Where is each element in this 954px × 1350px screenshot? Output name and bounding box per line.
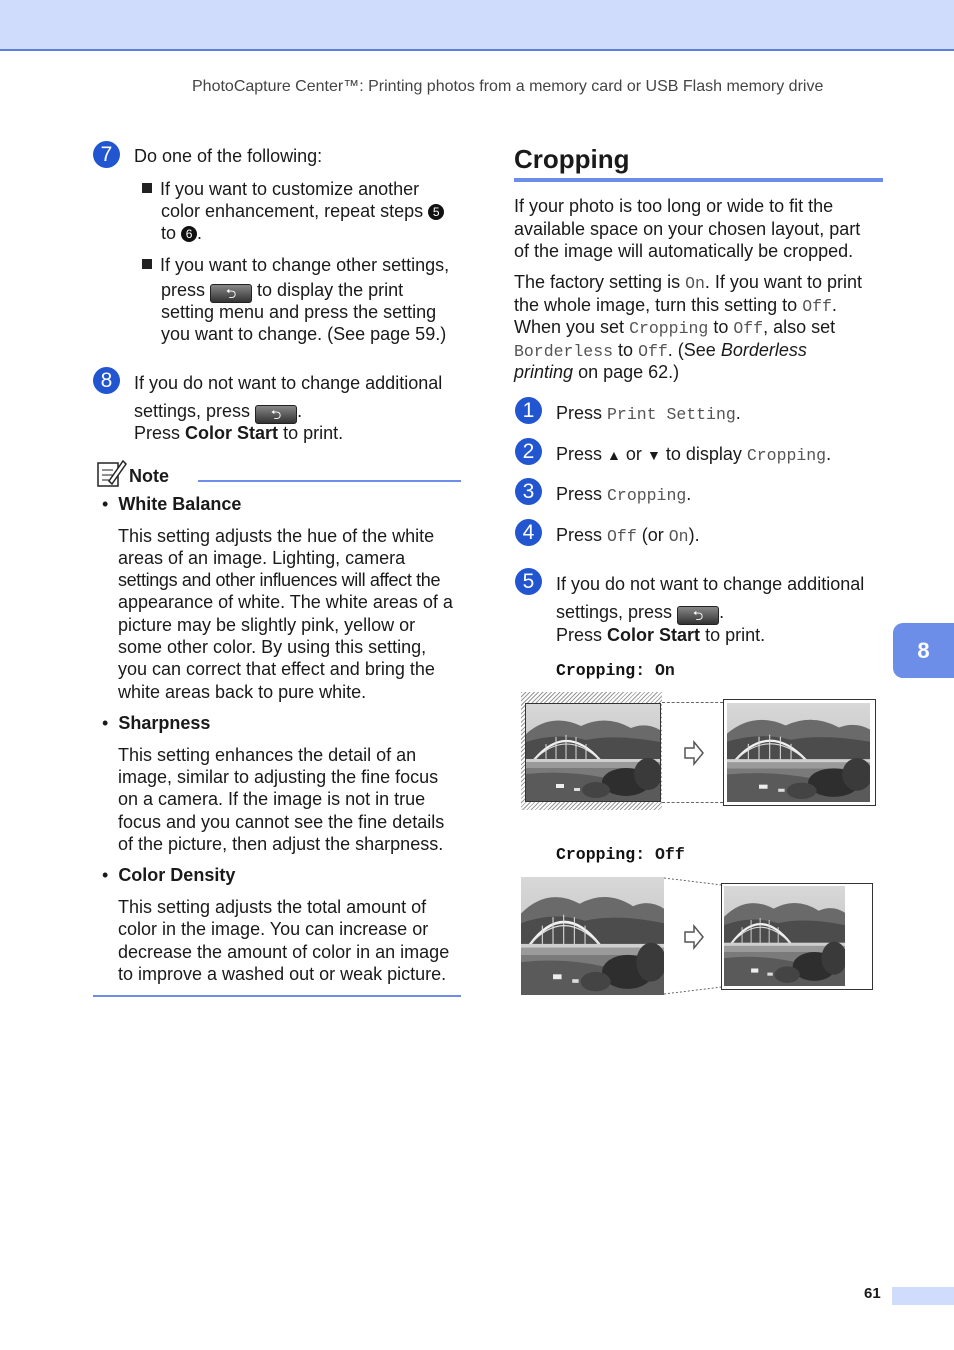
step4-text: Press Off (or On).	[556, 525, 700, 546]
step-number-3: 3	[515, 478, 542, 505]
dashed-guide-line	[662, 802, 723, 803]
intro-line: available space on your chosen layout, part	[514, 219, 861, 239]
photo-bridge-cropped	[727, 703, 870, 802]
note-title: Note	[129, 466, 169, 486]
photo-bridge-original	[521, 877, 664, 995]
note-text-line: settings and other influences will affect the	[118, 570, 441, 590]
photo-bridge-original	[525, 703, 661, 802]
step7-bullet2-line1: If you want to change other settings,	[142, 254, 449, 277]
square-bullet-icon	[142, 259, 152, 269]
note-text-line: focus and you cannot see the fine details	[118, 812, 445, 832]
note-text-line: white areas back to pure white.	[118, 682, 367, 702]
pencil-note-icon	[95, 457, 127, 489]
step5-line3: Press Color Start to print.	[556, 625, 766, 645]
factory-setting-line2: the whole image, turn this setting to Off.	[514, 295, 837, 316]
note-text-line: you can correct that effect and bring the	[118, 659, 435, 679]
note-text-line: image, similar to adjusting the fine focus	[118, 767, 439, 787]
page-number-bar	[892, 1287, 954, 1305]
factory-setting-line4: Borderless to Off. (See Borderless	[514, 340, 807, 361]
note-item-white-balance-heading: • White Balance	[102, 494, 242, 514]
step5-line1: If you do not want to change additional	[556, 574, 865, 594]
intro-line: If your photo is too long or wide to fit the	[514, 196, 834, 216]
note-text-line: This setting enhances the detail of an	[118, 745, 417, 765]
note-item-color-density-heading: • Color Density	[102, 865, 236, 885]
note-text-line: areas of an image. Lighting, camera	[118, 548, 406, 568]
back-button-icon: ⮌	[210, 284, 252, 303]
note-text-line: picture may be slightly pink, yellow or	[118, 615, 416, 635]
note-text-line: decrease the amount of color in an image	[118, 942, 450, 962]
step7-bullet1-line1: If you want to customize another	[142, 178, 419, 201]
step7-bullet2-line4: you want to change. (See page 59.)	[161, 324, 447, 344]
back-button-icon: ⮌	[255, 405, 297, 424]
back-button-icon: ⮌	[677, 606, 719, 625]
right-arrow-icon	[683, 740, 705, 766]
step1-text: Press Print Setting.	[556, 403, 741, 424]
note-text-line: This setting adjusts the hue of the white	[118, 526, 435, 546]
step2-text: Press ▲ or ▼ to display Cropping.	[556, 444, 832, 465]
step-ref-6-icon: 6	[181, 226, 197, 242]
step-ref-5-icon: 5	[428, 204, 444, 220]
step-number-2: 2	[515, 438, 542, 465]
step7-bullet2-line3: setting menu and press the setting	[161, 302, 437, 322]
step7-intro: Do one of the following:	[134, 146, 323, 166]
note-text-line: appearance of white. The white areas of a	[118, 592, 453, 612]
note-bottom-rule	[93, 995, 461, 997]
intro-line: of the image will automatically be cropped.	[514, 241, 854, 261]
running-header: PhotoCapture Center™: Printing photos from a memory card or USB Flash memory drive	[192, 78, 824, 95]
square-bullet-icon	[142, 183, 152, 193]
note-text-line: of the picture, then adjust the sharpness.	[118, 834, 444, 854]
step8-line1: If you do not want to change additional	[134, 373, 443, 393]
chapter-tab: 8	[893, 623, 954, 678]
note-text-line: color in the image. You can increase or	[118, 919, 429, 939]
right-arrow-icon	[683, 924, 705, 950]
step7-bullet2-line2: press ⮌ to display the print	[161, 280, 404, 301]
step-number-7: 7	[93, 141, 120, 168]
step7-bullet1-line3: to 6 .	[161, 223, 203, 243]
step-number-8: 8	[93, 367, 120, 394]
note-top-rule	[198, 480, 461, 482]
note-text-line: some other color. By using this setting,	[118, 637, 427, 657]
step-number-5: 5	[515, 568, 542, 595]
up-arrow-icon: ▲	[607, 447, 621, 463]
figure-label-cropping-off: Cropping: Off	[556, 845, 685, 864]
figure-label-cropping-on: Cropping: On	[556, 661, 675, 680]
dashed-guide-line	[662, 702, 723, 703]
step3-text: Press Cropping.	[556, 484, 692, 505]
note-text-line: on a camera. If the image is not in true	[118, 789, 426, 809]
down-arrow-icon: ▼	[646, 447, 661, 463]
step-number-1: 1	[515, 397, 542, 424]
note-item-sharpness-heading: • Sharpness	[102, 713, 211, 733]
step7-bullet1-line2: color enhancement, repeat steps 5	[161, 200, 444, 223]
factory-setting-line5: printing on page 62.)	[514, 362, 680, 382]
top-banner	[0, 0, 954, 51]
step8-line3: Press Color Start to print.	[134, 423, 344, 443]
section-title: Cropping	[514, 144, 630, 174]
factory-setting-line3: When you set Cropping to Off, also set	[514, 317, 836, 338]
step5-line2: settings, press ⮌ .	[556, 602, 725, 623]
step-number-4: 4	[515, 519, 542, 546]
factory-setting-line1: The factory setting is On. If you want to print	[514, 272, 862, 293]
section-title-rule	[514, 178, 883, 182]
photo-bridge-fitted	[724, 886, 845, 986]
note-text-line: This setting adjusts the total amount of	[118, 897, 427, 917]
page-number: 61	[864, 1285, 881, 1302]
step8-line2: settings, press ⮌ .	[134, 401, 303, 422]
note-text-line: to improve a washed out or weak picture.	[118, 964, 447, 984]
